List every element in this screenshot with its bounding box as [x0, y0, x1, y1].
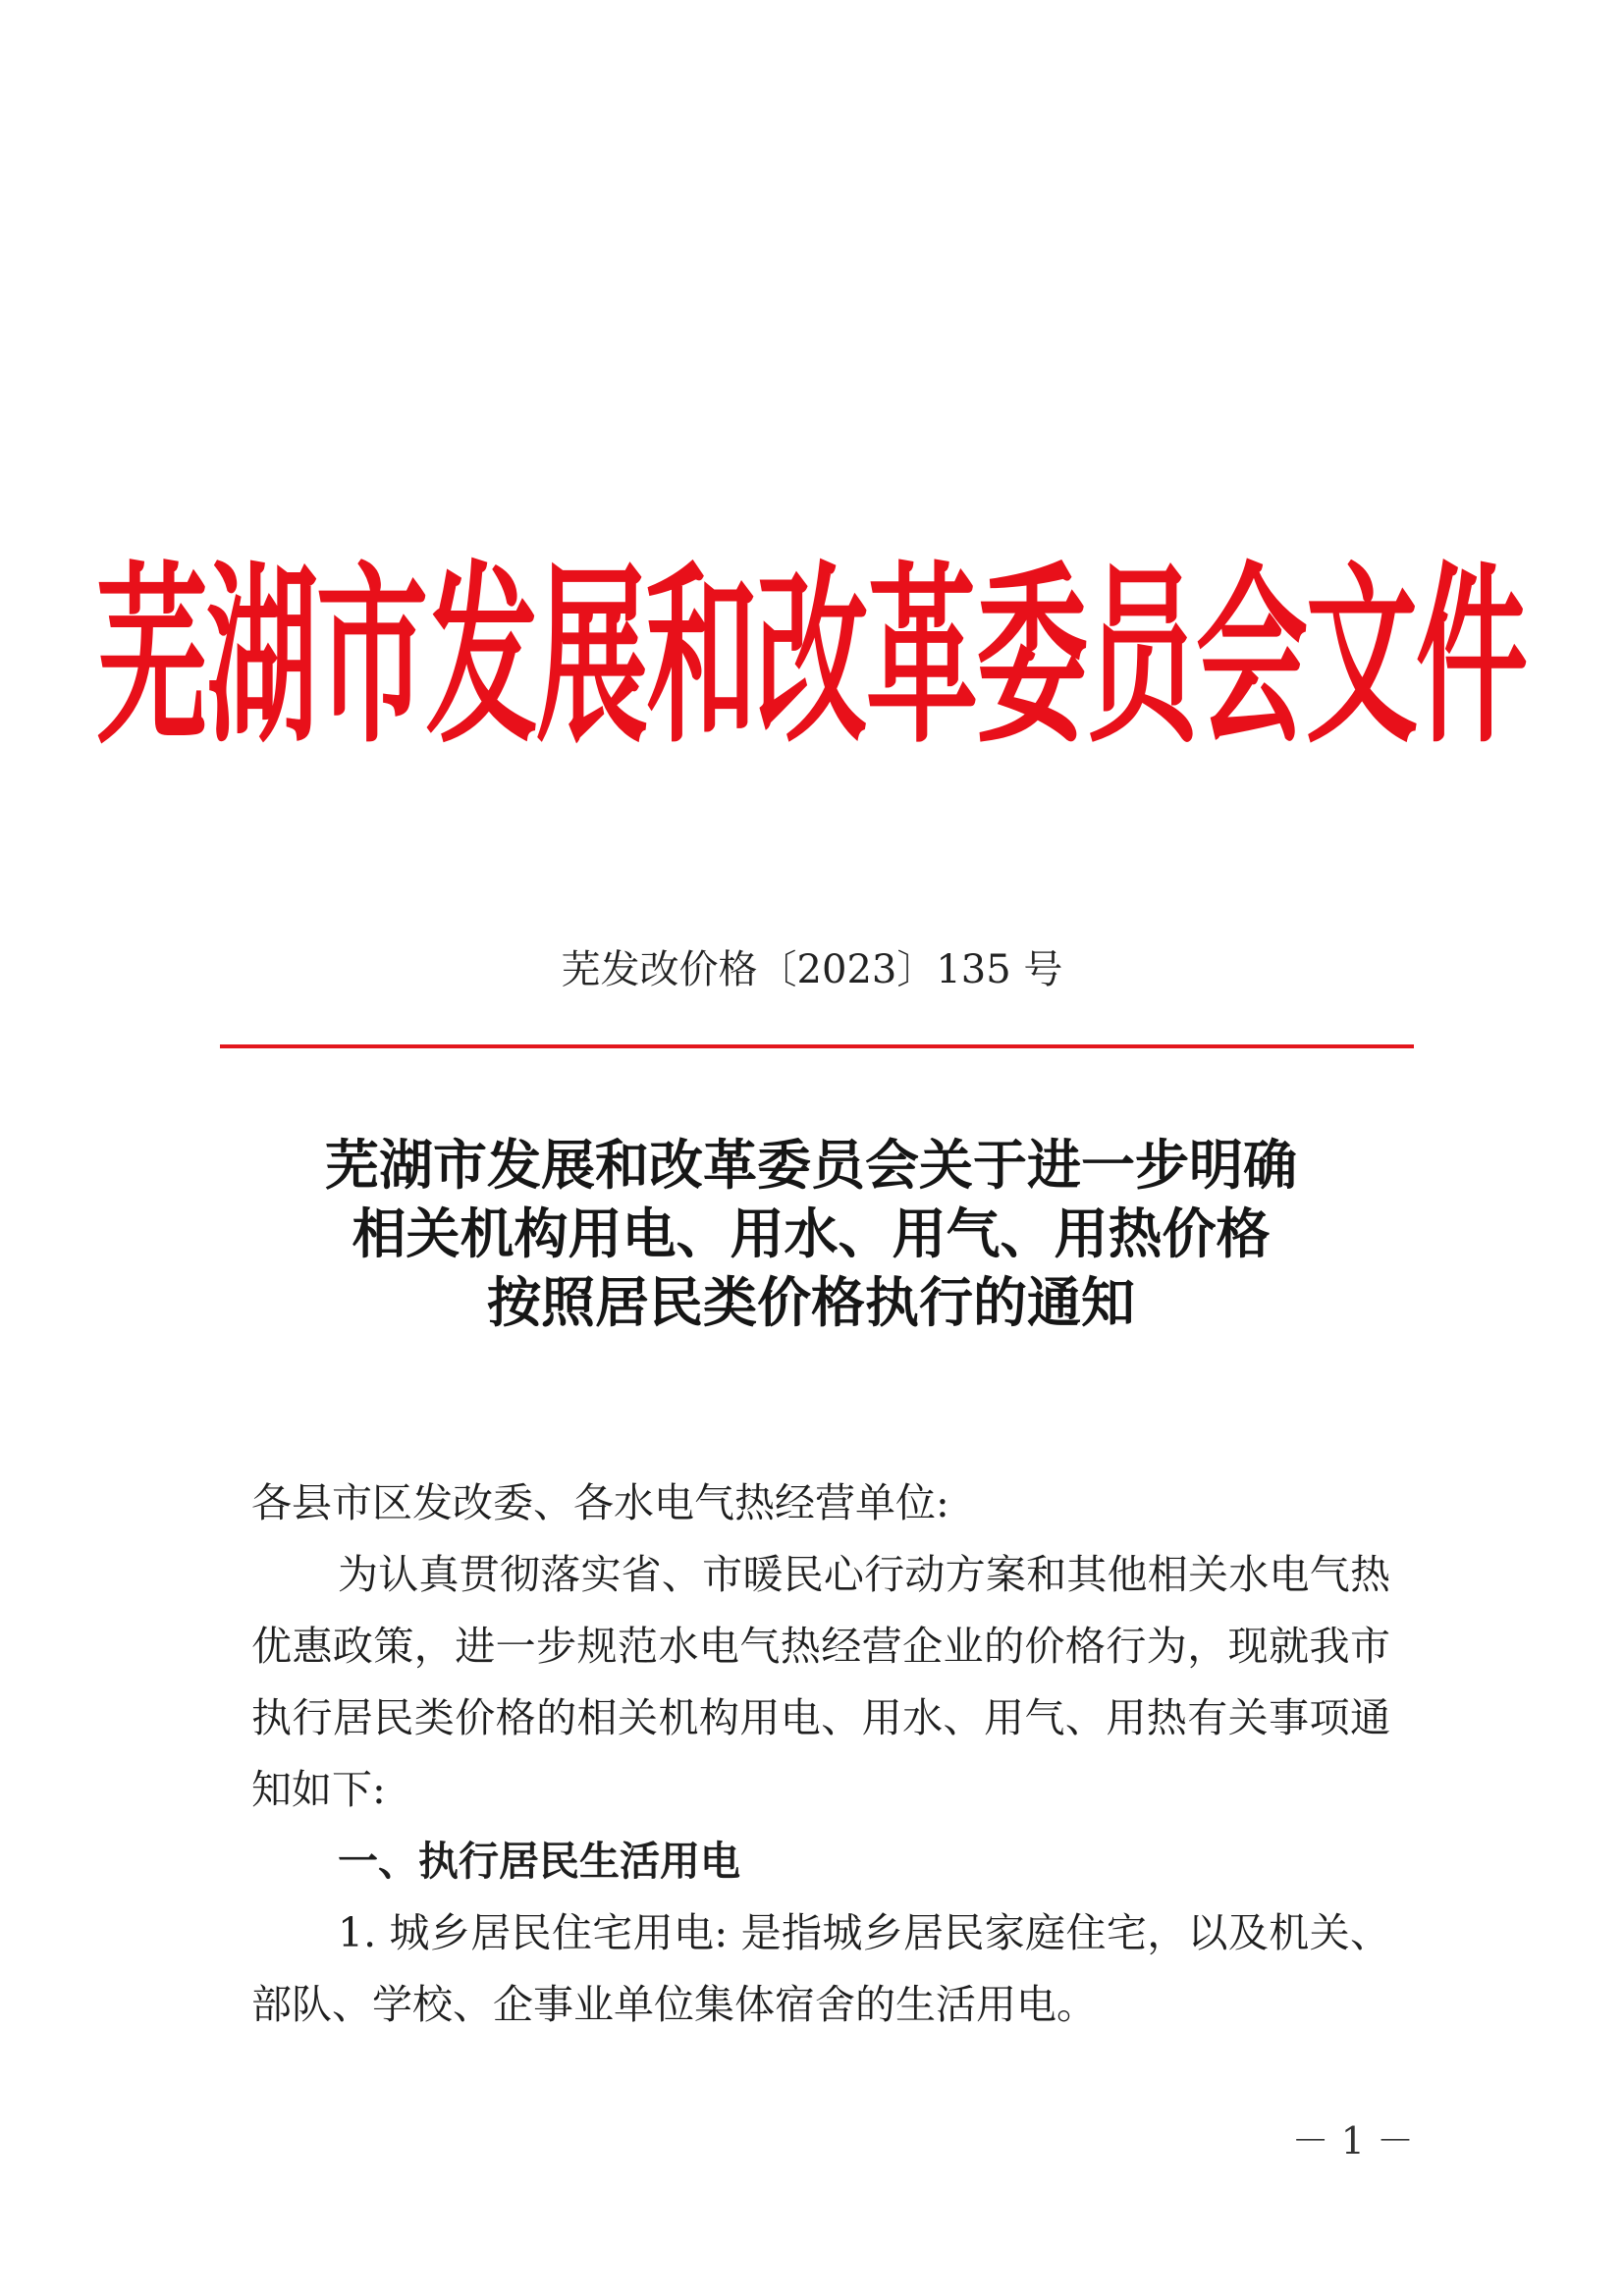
- title-line-3: 按照居民类价格执行的通知: [486, 1270, 1135, 1334]
- item-1-paragraph: 1. 城乡居民住宅用电: 是指城乡居民家庭住宅，以及机关、部队、学校、企事业单位集体宿舍的生活用电。: [251, 1909, 1390, 2028]
- section-heading-1: 一、执行居民生活用电: [338, 1838, 740, 1885]
- document-body: [251, 1468, 1390, 2041]
- document-masthead: [96, 544, 1527, 770]
- intro-paragraph: 为认真贯彻落实省、市暖民心行动方案和其他相关水电气热优惠政策，进一步规范水电气热经营企业的价格行为，现就我市执行居民类价格的相关机构用电、用水、用气、用热有关事项通知如下:: [251, 1551, 1390, 1813]
- document-title: [222, 1131, 1400, 1337]
- masthead-title: 芜湖市发展和改革委员会文件: [96, 544, 1527, 770]
- title-line-2: 相关机构用电、用水、用气、用热价格: [352, 1201, 1271, 1265]
- red-divider-line: [220, 1044, 1414, 1048]
- salutation: 各县市区发改委、各水电气热经营单位:: [251, 1479, 949, 1526]
- document-number: 芜发改价格〔2023〕135 号: [561, 947, 1063, 992]
- title-line-1: 芜湖市发展和改革委员会关于进一步明确: [324, 1133, 1297, 1197]
- page-number: － 1 －: [1291, 2119, 1414, 2163]
